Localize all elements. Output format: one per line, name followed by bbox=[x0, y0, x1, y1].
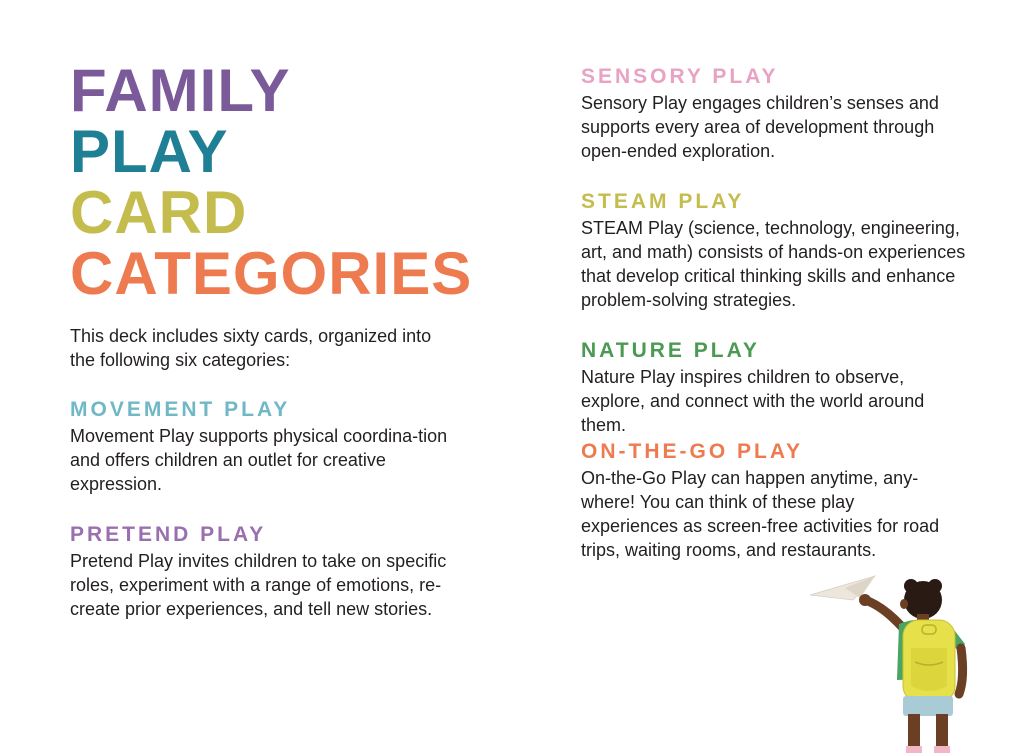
intro-text: This deck includes sixty cards, organized into the following six categories: bbox=[70, 326, 432, 370]
category-onthego bbox=[581, 440, 956, 562]
category-description: Sensory Play engages children’s senses and supports every area of development through open-ended exploration. bbox=[581, 93, 939, 161]
category-description: STEAM Play (science, technology, engineering, art, and math) consists of hands-on experiences that develop critical thinking skills and enhance problem-solving strategies. bbox=[581, 218, 966, 310]
category-description: Nature Play inspires children to observe, explore, and connect with the world around them. bbox=[581, 367, 925, 435]
category-description: Pretend Play invites children to take on specific roles, experiment with a range of emotions, re-create prior experiences, and tell new stories. bbox=[70, 551, 447, 619]
category-description: On-the-Go Play can happen anytime, any-where! You can think of these play experiences as screen-free activities for road trips, waiting rooms, and restaurants. bbox=[581, 468, 940, 560]
category-pretend bbox=[70, 523, 450, 621]
category-heading: ON-THE-GO PLAY bbox=[581, 440, 804, 463]
category-heading: SENSORY PLAY bbox=[581, 65, 779, 88]
title-line-family: FAMILY bbox=[70, 57, 291, 124]
title-line-categories: CATEGORIES bbox=[70, 240, 473, 307]
category-heading: PRETEND PLAY bbox=[70, 523, 267, 546]
category-nature bbox=[581, 339, 966, 437]
child-paper-airplane-illustration bbox=[805, 570, 1005, 753]
category-steam bbox=[581, 190, 966, 312]
category-movement bbox=[70, 398, 460, 496]
title-line-card: CARD bbox=[70, 179, 248, 246]
category-description: Movement Play supports physical coordina-tion and offers children an outlet for creative expression. bbox=[70, 426, 448, 494]
category-heading: MOVEMENT PLAY bbox=[70, 398, 291, 421]
page-title bbox=[70, 57, 473, 307]
category-heading: NATURE PLAY bbox=[581, 339, 760, 362]
category-heading: STEAM PLAY bbox=[581, 190, 745, 213]
title-line-play: PLAY bbox=[70, 118, 229, 185]
category-sensory bbox=[581, 65, 951, 163]
